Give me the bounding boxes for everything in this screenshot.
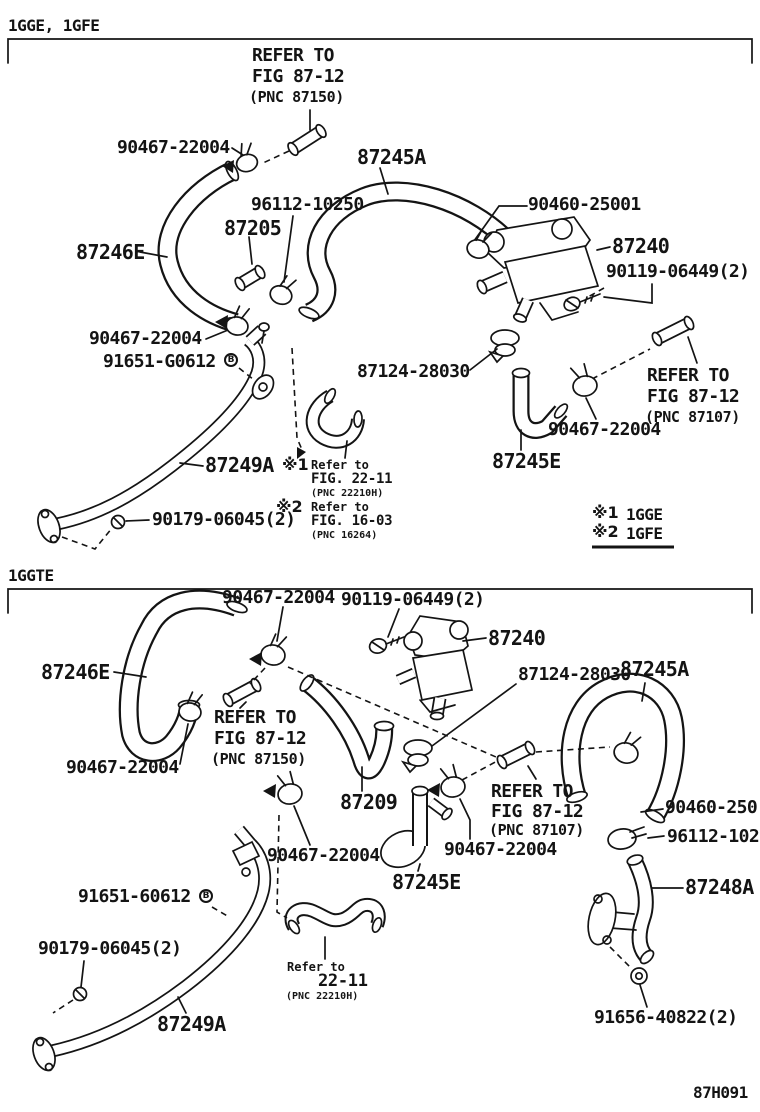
refer-87107-top-line3: (PNC 87107)	[645, 408, 740, 426]
pipe-refer-87107-bottom-art	[495, 740, 536, 770]
joint-87205-art	[233, 264, 267, 292]
part-label-clamp-87245e: 90467-22004	[444, 839, 557, 860]
marker-1-inline: ※1	[282, 455, 309, 474]
part-label-valve-87240-top: 87240	[612, 234, 670, 258]
refer-87150-bottom-line3: (PNC 87150)	[211, 750, 306, 768]
part-label-hose-87245a-top: 87245A	[357, 145, 426, 169]
note-1603-line2: FIG. 16-03	[311, 513, 393, 529]
marker-2-inline: ※2	[276, 497, 303, 516]
part-label-clamp-96112-bottom: 96112-102	[667, 826, 760, 847]
part-label-bolt-91651-top: 91651-G0612	[103, 351, 216, 372]
refer-87150-bottom-line1: REFER TO	[214, 707, 296, 728]
part-label-hose-87245e-top: 87245E	[492, 449, 561, 473]
part-label-pipe-87124-top: 87124-28030	[357, 361, 470, 382]
part-label-clamp-87246e-bottom: 90467-22004	[66, 757, 179, 778]
valve-87240-bottom-art	[398, 616, 472, 720]
note-2211-bottom-line2: 22-11	[318, 971, 368, 991]
note-1603-line1: Refer to	[311, 500, 369, 514]
part-label-bolt-90119-top: 90119-06449(2)	[606, 261, 750, 282]
section-title-top: 1GGE, 1GFE	[8, 16, 100, 35]
note-2211-line2: FIG. 22-11	[311, 471, 393, 487]
part-label-bolt-90119-bottom: 90119-06449(2)	[341, 589, 485, 610]
part-label-clip-90460-bottom: 90460-250	[665, 797, 758, 818]
part-label-clamp-upper-bottom: 90467-22004	[222, 587, 335, 608]
clamp-96112-bottom	[607, 827, 646, 851]
part-label-hose-87246e-top: 87246E	[76, 240, 145, 264]
clip-87124-top-art	[490, 330, 519, 362]
part-label-joint-87205: 87205	[224, 216, 282, 240]
legend-row1-marker: ※1	[592, 503, 619, 522]
note-2211-bottom-line3: (PNC 22210H)	[286, 991, 359, 1002]
part-label-pipe-87249a-bottom: 87249A	[157, 1012, 226, 1036]
part-label-pipe-87249a-top: 87249A	[205, 453, 274, 477]
refer-87107-top-line1: REFER TO	[647, 365, 729, 386]
bolt-90179-top	[112, 516, 125, 529]
refer-87150-top-line1: REFER TO	[252, 45, 334, 66]
refer-87150-top-line3: (PNC 87150)	[249, 88, 344, 106]
note-2211-line1: Refer to	[311, 458, 369, 472]
part-label-hose-87209: 87209	[340, 790, 398, 814]
circled-b-bolt-bottom: B	[199, 889, 213, 903]
bolt-91656-art	[631, 968, 647, 984]
note-1603-line3: (PNC 16264)	[311, 530, 378, 541]
refer-87150-top-line2: FIG 87-12	[252, 66, 345, 87]
top-section-bracket	[8, 39, 752, 63]
bolt-90119-bottom	[368, 637, 404, 655]
part-label-bolt-90179-top: 90179-06045(2)	[152, 509, 296, 530]
note-2211-bottom-line1: Refer to	[287, 960, 345, 974]
part-label-87245e-bottom: 87245E	[392, 870, 461, 894]
legend-row1-engine: 1GGE	[626, 505, 663, 524]
bolt-90119-top	[562, 294, 600, 313]
part-label-clamp-87209: 90467-22004	[267, 845, 380, 866]
part-label-hose-87246e-bottom: 87246E	[41, 660, 110, 684]
hose-87209-art	[298, 673, 394, 771]
part-label-clip-90460-top: 90460-25001	[528, 194, 641, 215]
legend-row2-engine: 1GFE	[626, 524, 663, 543]
pipe-refer-87150-top-art	[286, 123, 328, 157]
refer-87107-bottom-line2: FIG 87-12	[491, 801, 584, 822]
bolt-90179-bottom	[74, 988, 87, 1001]
circled-b-bolt-top: B	[224, 353, 238, 367]
small-hose-top-art	[313, 387, 363, 442]
drawing-code: 87H091	[693, 1083, 748, 1102]
refer-87107-top-line2: FIG 87-12	[647, 386, 740, 407]
small-hose-bottom-art	[286, 905, 383, 936]
refer-87150-bottom-line2: FIG 87-12	[214, 728, 307, 749]
part-label-bolt-91651-bottom: 91651-60612	[78, 886, 191, 907]
pipe-refer-87107-top-art	[650, 315, 695, 347]
part-label-valve-87240-bottom: 87240	[488, 626, 546, 650]
hose-87246e-top-art	[167, 160, 247, 330]
clip-87124-bottom-art	[403, 740, 432, 772]
part-label-clamp-96112-top: 96112-10250	[251, 194, 364, 215]
section-title-bottom: 1GGTE	[8, 566, 54, 585]
part-label-clamp-upper-top: 90467-22004	[117, 137, 230, 158]
part-label-pipe-87124-bottom: 87124-28030	[518, 664, 631, 685]
part-label-clamp-right-top: 90467-22004	[548, 419, 661, 440]
part-label-hose-87245a-bottom: 87245A	[620, 657, 689, 681]
pipe-87248a-art	[584, 853, 656, 966]
part-label-bolt-90179-bottom: 90179-06045(2)	[38, 938, 182, 959]
legend-row2-marker: ※2	[592, 522, 619, 541]
part-label-bolt-91656: 91656-40822(2)	[594, 1007, 738, 1028]
part-label-pipe-87248a: 87248A	[685, 875, 754, 899]
refer-87107-bottom-line1: REFER TO	[491, 781, 573, 802]
part-label-clamp-mid-top: 90467-22004	[89, 328, 202, 349]
pipe-refer-87150-bottom-art	[221, 677, 262, 708]
valve-87240-top-art	[475, 217, 598, 324]
note-2211-line3: (PNC 22210H)	[311, 488, 384, 499]
refer-87107-bottom-line3: (PNC 87107)	[489, 821, 584, 839]
